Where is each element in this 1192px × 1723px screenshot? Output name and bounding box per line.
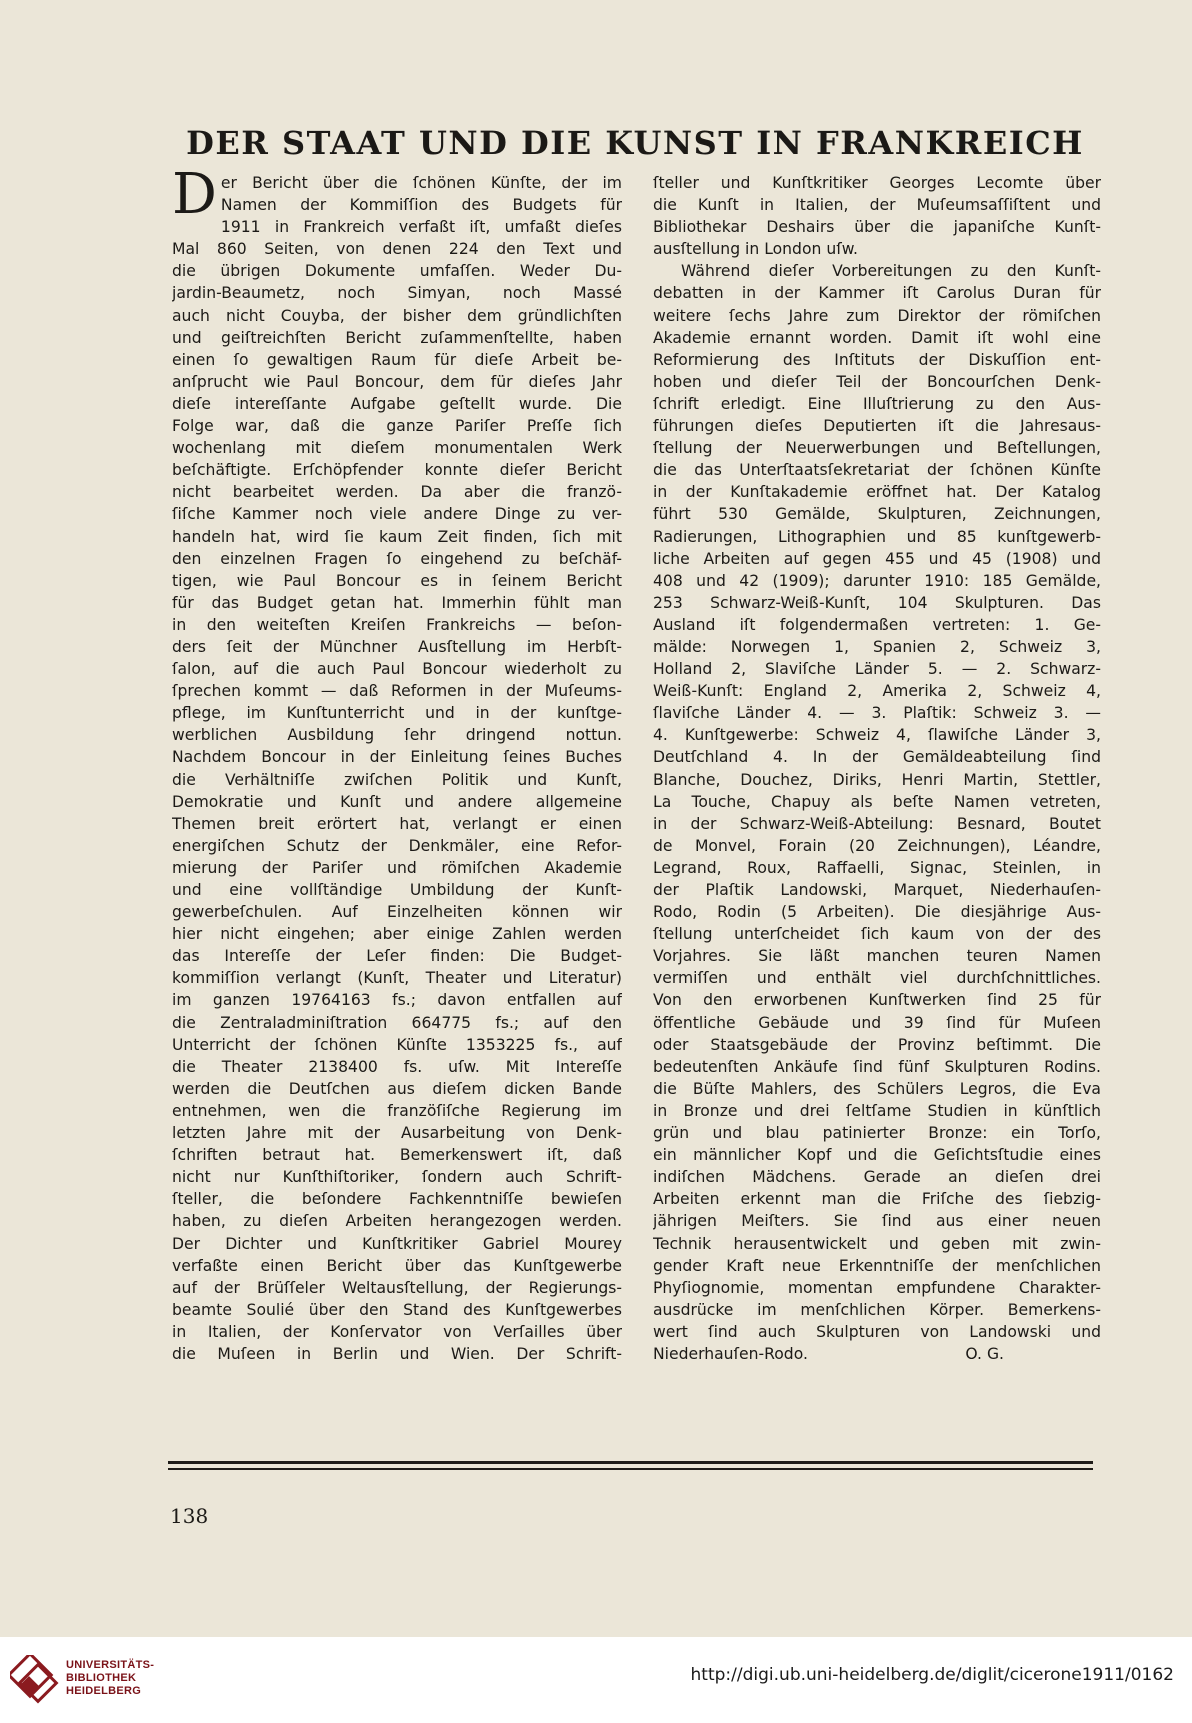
text-line: kommiſſion verlangt (Kunſt, Theater und Literatur) <box>172 969 622 988</box>
text-line: 408 und 42 (1909); darunter 1910: 185 Gemälde, <box>653 571 1101 590</box>
text-line: letzten Jahre mit der Ausarbeitung von Denk- <box>172 1124 622 1143</box>
text-line: pflege, im Kunſtunterricht und in der kunſtge- <box>172 704 622 723</box>
text-line: Mal 860 Seiten, von denen 224 den Text und <box>172 240 622 259</box>
text-line: einen ſo gewaltigen Raum für dieſe Arbeit be- <box>172 350 622 369</box>
text-line: die Kunſt in Italien, der Muſeumsaſſiſtent und <box>653 196 1101 215</box>
right-column <box>653 172 1101 1365</box>
footer-rule-thick <box>168 1461 1093 1464</box>
text-line: wochenlang mit dieſem monumentalen Werk <box>172 439 622 458</box>
text-line: das Intereſſe der Leſer finden: Die Budget- <box>172 947 622 966</box>
text-line: Technik herausentwickelt und geben mit zwin- <box>653 1234 1101 1253</box>
text-line: ſlaviſche Länder 4. — 3. Plaſtik: Schweiz 3. — <box>653 704 1101 723</box>
text-line: Von den erworbenen Kunſtwerken ſind 25 für <box>653 991 1101 1010</box>
library-name-line2: BIBLIOTHEK <box>66 1672 137 1684</box>
text-line: liche Arbeiten auf gegen 455 und 45 (1908) und <box>653 549 1101 568</box>
footer-rule-thin <box>168 1468 1093 1470</box>
text-line: Demokratie und Kunſt und andere allgemeine <box>172 792 622 811</box>
text-line: ſiſche Kammer noch viele andere Dinge zu ver- <box>172 505 622 524</box>
text-line: weitere ſechs Jahre zum Direktor der römiſchen <box>653 306 1101 325</box>
text-line: die Zentraladminiſtration 664775 fs.; auf den <box>172 1013 622 1032</box>
text-line: Blanche, Douchez, Diriks, Henri Martin, Stettler, <box>653 770 1101 789</box>
text-line: Ausland iſt folgendermaßen vertreten: 1. Ge- <box>653 615 1101 634</box>
text-line: Weiß-Kunſt: England 2, Amerika 2, Schweiz 4, <box>653 682 1101 701</box>
text-line: jährigen Meiſters. Sie ſind aus einer neuen <box>653 1212 1101 1231</box>
text-line: ſalon, auf die auch Paul Boncour wiederholt zu <box>172 660 622 679</box>
text-line: auf der Brüſſeler Weltausſtellung, der Regierungs- <box>172 1278 622 1297</box>
text-line: in Italien, der Konſervator von Verſailles über <box>172 1322 622 1341</box>
text-line: Akademie ernannt worden. Damit iſt wohl eine <box>653 328 1101 347</box>
text-line: Holland 2, Slaviſche Länder 5. — 2. Schwarz- <box>653 660 1101 679</box>
text-line: haben, zu dieſen Arbeiten herangezogen werden. <box>172 1212 622 1231</box>
text-line: führt 530 Gemälde, Skulpturen, Zeichnungen, <box>653 505 1101 524</box>
text-line: für das Budget getan hat. Immerhin fühlt man <box>172 593 622 612</box>
text-line: er Bericht über die ſchönen Künſte, der im <box>220 174 622 192</box>
text-line: ſchriften betraut hat. Bemerkenswert iſt, daß <box>172 1146 622 1165</box>
text-line: Während dieſer Vorbereitungen zu den Kunſt- <box>681 262 1101 281</box>
text-line: Deutſchland 4. In der Gemäldeabteilung ſind <box>653 748 1101 767</box>
text-line: nicht bearbeitet werden. Da aber die franzö- <box>172 483 622 502</box>
text-line: Namen der Kommiſſion des Budgets für <box>220 196 622 215</box>
text-line: ein männlicher Kopf und die Geſichtsſtudie eines <box>653 1146 1101 1165</box>
library-name-line1: UNIVERSITÄTS- <box>66 1659 155 1671</box>
text-line: in den weiteſten Kreiſen Frankreichs — beſon- <box>172 615 622 634</box>
text-line: Radierungen, Lithographien und 85 kunſtgewerb- <box>653 527 1101 546</box>
text-line: wert ſind auch Skulpturen von Landowski und <box>653 1322 1101 1341</box>
text-line: vermiſſen und enthält viel durchſchnittliches. <box>653 969 1101 988</box>
library-footer <box>0 1637 1192 1723</box>
text-line: werblichen Ausbildung ſehr dringend nottun. <box>172 726 622 745</box>
text-line: Phyſiognomie, momentan empfundene Charakter- <box>653 1278 1101 1297</box>
text-line: die Büſte Mahlers, des Schülers Legros, die Eva <box>653 1079 1101 1098</box>
text-line: 4. Kunſtgewerbe: Schweiz 4, ſlawiſche Länder 3, <box>653 726 1101 745</box>
text-line: ausdrücke im menſchlichen Körper. Bemerkens- <box>653 1300 1101 1319</box>
page-number: 138 <box>170 1504 209 1528</box>
left-column <box>172 162 622 1365</box>
text-line: ders ſeit der Münchner Ausſtellung im Herbſt- <box>172 637 622 656</box>
text-line: ausſtellung in London uſw. <box>653 240 858 259</box>
text-line: hier nicht eingehen; aber einige Zahlen werden <box>172 925 622 944</box>
text-line: beamte Soulié über den Stand des Kunſtgewerbes <box>172 1300 622 1319</box>
text-line: in der Kunſtakademie eröffnet hat. Der Katalog <box>653 483 1101 502</box>
text-line: Legrand, Roux, Raffaelli, Signac, Steinlen, in <box>653 858 1101 877</box>
text-line: Vorjahres. Sie läßt manchen teuren Namen <box>653 947 1101 966</box>
text-line: öffentliche Gebäude und 39 ſind für Muſeen <box>653 1013 1101 1032</box>
text-line: dieſe intereſſante Aufgabe geſtellt wurde. Die <box>172 394 622 413</box>
text-line: in Bronze und drei ſeltſame Studien in künſtlich <box>653 1101 1101 1120</box>
text-line: gewerbeſchulen. Auf Einzelheiten können wir <box>172 903 622 922</box>
ub-heidelberg-logo-icon[interactable] <box>10 1655 60 1705</box>
text-line: den einzelnen Fragen ſo eingehend zu beſchäf- <box>172 549 622 568</box>
author-signature: O. G. <box>965 1345 1004 1363</box>
text-line: grün und blau patinierter Bronze: ein Torſo, <box>653 1124 1101 1143</box>
text-line: 1911 in Frankreich verfaßt iſt, umfaßt dieſes <box>220 218 622 237</box>
text-line: auch nicht Couyba, der bisher dem gründlichſten <box>172 306 622 325</box>
text-line: Themen breit erörtert hat, verlangt er einen <box>172 814 622 833</box>
text-line: debatten in der Kammer iſt Carolus Duran für <box>653 284 1101 303</box>
text-line: verfaßte einen Bericht über das Kunſtgewerbe <box>172 1256 622 1275</box>
text-line: im ganzen 19764163 fs.; davon entfallen auf <box>172 991 622 1010</box>
text-line: werden die Deutſchen aus dieſem dicken Bande <box>172 1079 622 1098</box>
text-line: La Touche, Chapuy als beſte Namen vetreten, <box>653 792 1101 811</box>
text-line: und geiſtreichſten Bericht zuſammenſtellte, haben <box>172 328 622 347</box>
text-line: oder Staatsgebäude der Provinz beſtimmt. Die <box>653 1035 1101 1054</box>
text-line: bedeutenſten Ankäufe ſind fünf Skulpturen Rodins. <box>653 1057 1101 1076</box>
text-line: Folge war, daß die ganze Pariſer Preſſe ſich <box>172 417 622 436</box>
text-line: tigen, wie Paul Boncour es in ſeinem Bericht <box>172 571 622 590</box>
text-line: die Verhältniſſe zwiſchen Politik und Kunſt, <box>172 770 622 789</box>
text-line: die Muſeen in Berlin und Wien. Der Schrift- <box>172 1344 622 1363</box>
text-line: anſprucht wie Paul Boncour, dem für dieſes Jahr <box>172 372 622 391</box>
text-line: indiſchen Mädchens. Gerade an dieſen drei <box>653 1168 1101 1187</box>
text-line: führungen dieſes Deputierten iſt die Jahresaus- <box>653 417 1101 436</box>
text-line: entnehmen, wen die franzöſiſche Regierung im <box>172 1101 622 1120</box>
text-line: die das Unterſtaatsſekretariat der ſchönen Künſte <box>653 461 1101 480</box>
text-line: Bibliothekar Deshairs über die japaniſche Kunſt- <box>653 218 1101 237</box>
library-name-line3: HEIDELBERG <box>66 1685 142 1697</box>
text-line: beſchäftigte. Erſchöpfender konnte dieſer Bericht <box>172 461 622 480</box>
text-line: ſteller, die beſondere Fachkenntniſſe bewieſen <box>172 1190 622 1209</box>
text-line: de Monvel, Forain (20 Zeichnungen), Léandre, <box>653 836 1101 855</box>
text-line: Arbeiten erkennt man die Friſche des ſiebzig- <box>653 1190 1101 1209</box>
article-title: DER STAAT UND DIE KUNST IN FRANKREICH <box>186 124 1084 162</box>
text-line: ſtellung unterſcheidet ſich kaum von der des <box>653 925 1101 944</box>
text-line: ſtellung der Neuerwerbungen und Beſtellungen, <box>653 439 1101 458</box>
text-line: hoben und dieſer Teil der Boncourſchen Denk- <box>653 372 1101 391</box>
text-line: ſprechen kommt — daß Reformen in der Muſeums- <box>172 682 622 701</box>
text-line: Unterricht der ſchönen Künſte 1353225 fs., auf <box>172 1035 622 1054</box>
text-line: Nachdem Boncour in der Einleitung ſeines Buches <box>172 748 622 767</box>
drop-cap: D <box>172 162 217 227</box>
source-url-link[interactable]: http://digi.ub.uni-heidelberg.de/diglit/cicerone1911/0162 <box>690 1665 1174 1685</box>
text-line: jardin-Beaumetz, noch Simyan, noch Massé <box>172 284 622 303</box>
text-line: die übrigen Dokumente umfaſſen. Weder Du- <box>172 262 622 281</box>
text-line: und eine vollſtändige Umbildung der Kunſt- <box>172 881 622 899</box>
text-line: handeln hat, wird ſie kaum Zeit finden, ſich mit <box>172 527 622 546</box>
text-line: Reformierung des Inſtituts der Diskuſſion ent- <box>653 350 1101 369</box>
text-line: Der Dichter und Kunſtkritiker Gabriel Mourey <box>172 1234 622 1253</box>
text-line: Rodo, Rodin (5 Arbeiten). Die diesjährige Aus- <box>653 903 1101 922</box>
text-line: gender Kraft neue Erkenntniſſe der menſchlichen <box>653 1256 1101 1275</box>
text-line: mälde: Norwegen 1, Spanien 2, Schweiz 3, <box>653 637 1101 656</box>
text-line: Niederhauſen-Rodo. <box>653 1344 808 1363</box>
text-line: in der Schwarz-Weiß-Abteilung: Besnard, Boutet <box>653 814 1101 833</box>
text-line: mierung der Pariſer und römiſchen Akademie <box>172 858 622 877</box>
library-name <box>66 1659 154 1698</box>
text-line: energiſchen Schutz der Denkmäler, eine Refor- <box>172 836 622 855</box>
text-line: die Theater 2138400 fs. uſw. Mit Intereſſe <box>172 1057 622 1076</box>
text-line: ſchrift erledigt. Eine Illuſtrierung zu den Aus- <box>653 394 1101 413</box>
text-line: 253 Schwarz-Weiß-Kunſt, 104 Skulpturen. Das <box>653 593 1101 612</box>
text-line: nicht nur Kunſthiſtoriker, ſondern auch Schrift- <box>172 1168 622 1187</box>
text-line: ſteller und Kunſtkritiker Georges Lecomte über <box>653 174 1101 192</box>
text-line: der Plaſtik Landowski, Marquet, Niederhauſen- <box>653 881 1101 899</box>
